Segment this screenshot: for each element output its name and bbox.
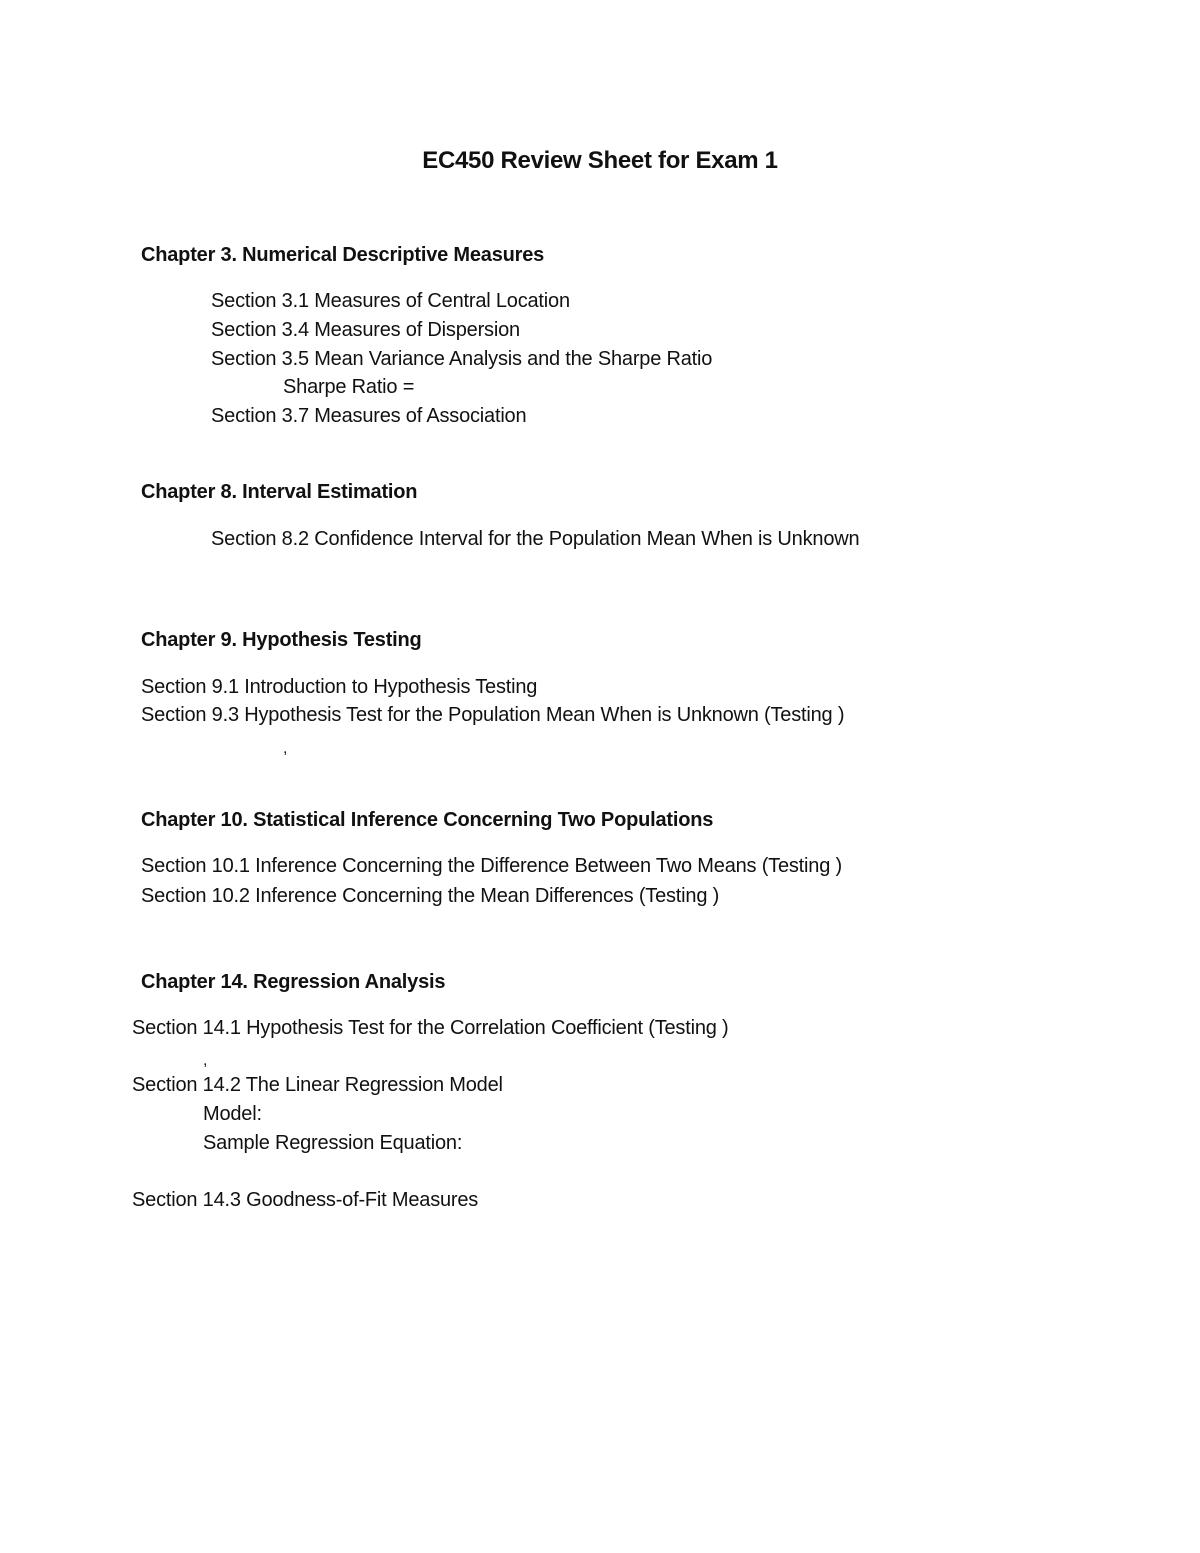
section-line: Section 14.1 Hypothesis Test for the Correlation Coefficient (Testing ) bbox=[132, 1017, 729, 1039]
formula-label: Sample Regression Equation: bbox=[203, 1132, 463, 1154]
section-line: Section 10.2 Inference Concerning the Mean Differences (Testing ) bbox=[141, 885, 720, 907]
page-title: EC450 Review Sheet for Exam 1 bbox=[422, 147, 778, 174]
chapter-heading: Chapter 3. Numerical Descriptive Measures bbox=[141, 244, 545, 266]
chapter-heading: Chapter 9. Hypothesis Testing bbox=[141, 629, 422, 651]
section-line: Section 14.2 The Linear Regression Model bbox=[132, 1074, 503, 1096]
stray-comma: , bbox=[203, 1052, 208, 1069]
section-line: Section 9.3 Hypothesis Test for the Population Mean When is Unknown (Testing ) bbox=[141, 704, 845, 726]
section-line: Section 14.3 Goodness-of-Fit Measures bbox=[132, 1189, 479, 1211]
section-line: Section 9.1 Introduction to Hypothesis Testing bbox=[141, 676, 538, 698]
formula-label: Model: bbox=[203, 1103, 262, 1125]
chapter-heading: Chapter 8. Interval Estimation bbox=[141, 481, 418, 503]
section-line: Section 8.2 Confidence Interval for the Population Mean When is Unknown bbox=[211, 528, 860, 550]
formula-label: Sharpe Ratio = bbox=[283, 376, 415, 398]
stray-comma: , bbox=[283, 740, 288, 757]
section-line: Section 3.4 Measures of Dispersion bbox=[211, 319, 520, 341]
section-line: Section 3.5 Mean Variance Analysis and the Sharpe Ratio bbox=[211, 348, 713, 370]
section-line: Section 3.7 Measures of Association bbox=[211, 405, 527, 427]
chapter-heading: Chapter 10. Statistical Inference Concerning Two Populations bbox=[141, 809, 714, 831]
section-line: Section 3.1 Measures of Central Location bbox=[211, 290, 570, 312]
chapter-heading: Chapter 14. Regression Analysis bbox=[141, 971, 446, 993]
section-line: Section 10.1 Inference Concerning the Difference Between Two Means (Testing ) bbox=[141, 855, 842, 877]
